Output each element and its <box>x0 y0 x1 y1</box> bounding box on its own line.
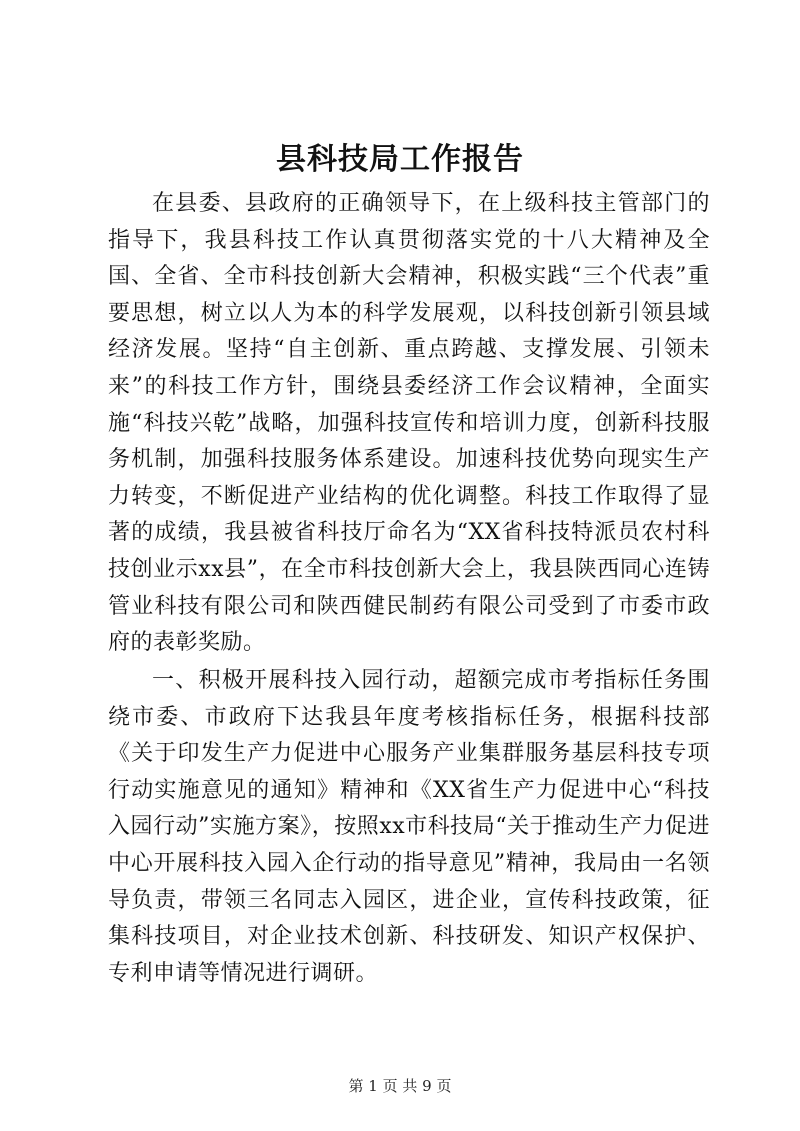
document-title: 县科技局工作报告 <box>276 142 524 177</box>
page-number-footer: 第 1 页 共 9 页 <box>348 1077 452 1095</box>
body-paragraph-2: 一、积极开展科技入园行动，超额完成市考指标任务围绕市委、市政府下达我县年度考核指标任务，根据科技部《关于印发生产力促进中心服务产业集群服务基层科技专项行动实施意见的通知》精神和《XX省生产力促进中心“科技入园行动”实施方案》，按照xx市科技局“关于推动生产力促进中心开展科技入园入企行动的指导意见”精神，我局由一名领导负责，带领三名同志入园区，进企业，宣传科技政策，征集科技项目，对企业技术创新、科技研发、知识产权保护、专利申请等情况进行调研。 <box>108 668 710 986</box>
body-paragraph-1: 在县委、县政府的正确领导下，在上级科技主管部门的指导下，我县科技工作认真贯彻落实党的十八大精神及全国、全省、全市科技创新大会精神，积极实践“三个代表”重要思想，树立以人为本的科学发展观，以科技创新引领县域经济发展。坚持“自主创新、重点跨越、支撑发展、引领未来”的科技工作方针，围绕县委经济工作会议精神，全面实施“科技兴乾”战略，加强科技宣传和培训力度，创新科技服务机制，加强科技服务体系建设。加速科技优势向现实生产力转变，不断促进产业结构的优化调整。科技工作取得了显著的成绩，我县被省科技厅命名为“XX省科技特派员农村科技创业示xx县”，在全市科技创新大会上，我县陕西同心连铸管业科技有限公司和陕西健民制药有限公司受到了市委市政府的表彰奖励。 <box>108 191 710 656</box>
